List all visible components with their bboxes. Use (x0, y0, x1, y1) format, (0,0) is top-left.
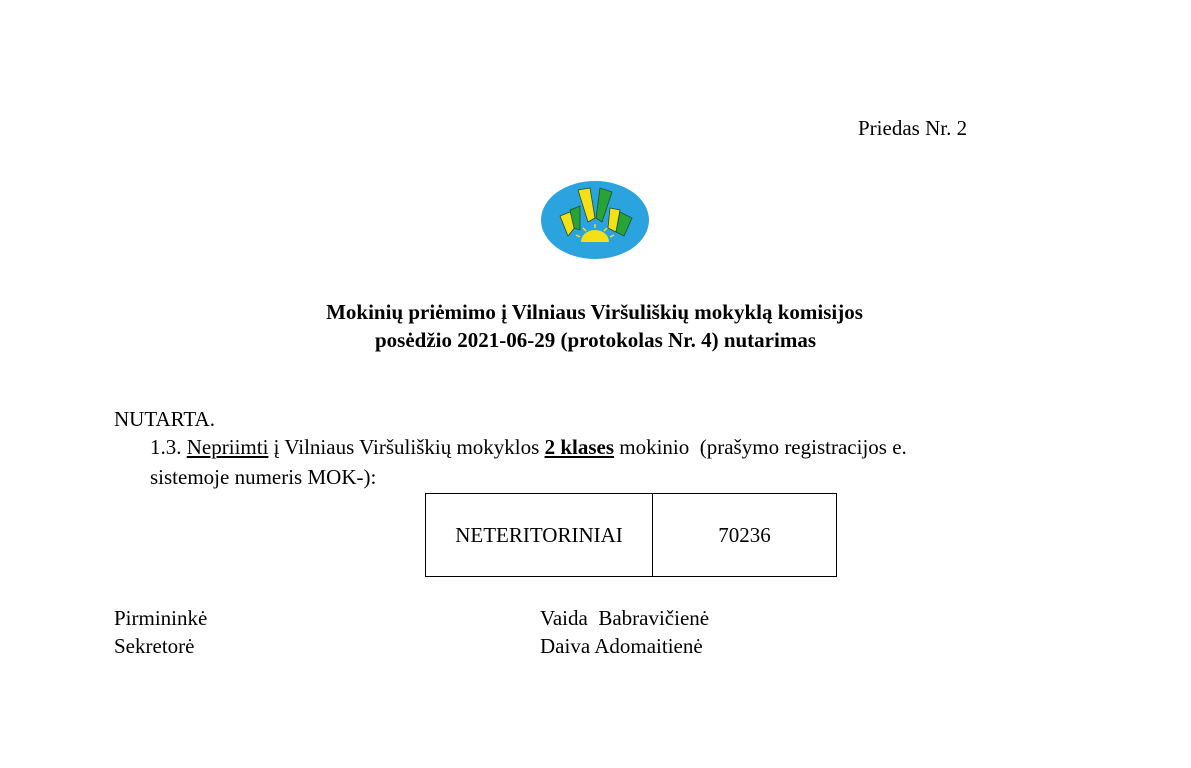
signature-role-secretary: Sekretorė (114, 634, 195, 658)
decision-item-line-1 (150, 435, 907, 460)
decision-text-application: mokinio (prašymo registracijos e. (619, 435, 907, 459)
decision-table (425, 493, 837, 577)
school-logo (540, 180, 650, 260)
table-cell-number: 70236 (653, 494, 837, 577)
decision-grade: 2 klases (544, 435, 614, 459)
signature-name-chair: Vaida Babravičienė (540, 606, 710, 630)
decision-heading: NUTARTA. (114, 407, 215, 431)
decision-item-line-2: sistemoje numeris MOK-): (150, 465, 377, 489)
decision-text-school: į Vilniaus Viršuliškių mokyklos (273, 435, 540, 459)
document-title-line-1: Mokinių priėmimo į Vilniaus Viršuliškių mokyklą komisijos (326, 300, 863, 324)
decision-verb: Nepriimti (186, 435, 269, 459)
decision-item-number: 1.3. (150, 435, 182, 459)
table-cell-group: NETERITORINIAI (426, 494, 653, 577)
signature-role-chair: Pirmininkė (114, 606, 208, 630)
table-row (426, 494, 837, 577)
annex-label: Priedas Nr. 2 (858, 116, 968, 140)
logo-background-ellipse (541, 181, 649, 259)
signature-name-secretary: Daiva Adomaitienė (540, 634, 703, 658)
document-title-line-2: posėdžio 2021-06-29 (protokolas Nr. 4) nutarimas (374, 328, 816, 352)
